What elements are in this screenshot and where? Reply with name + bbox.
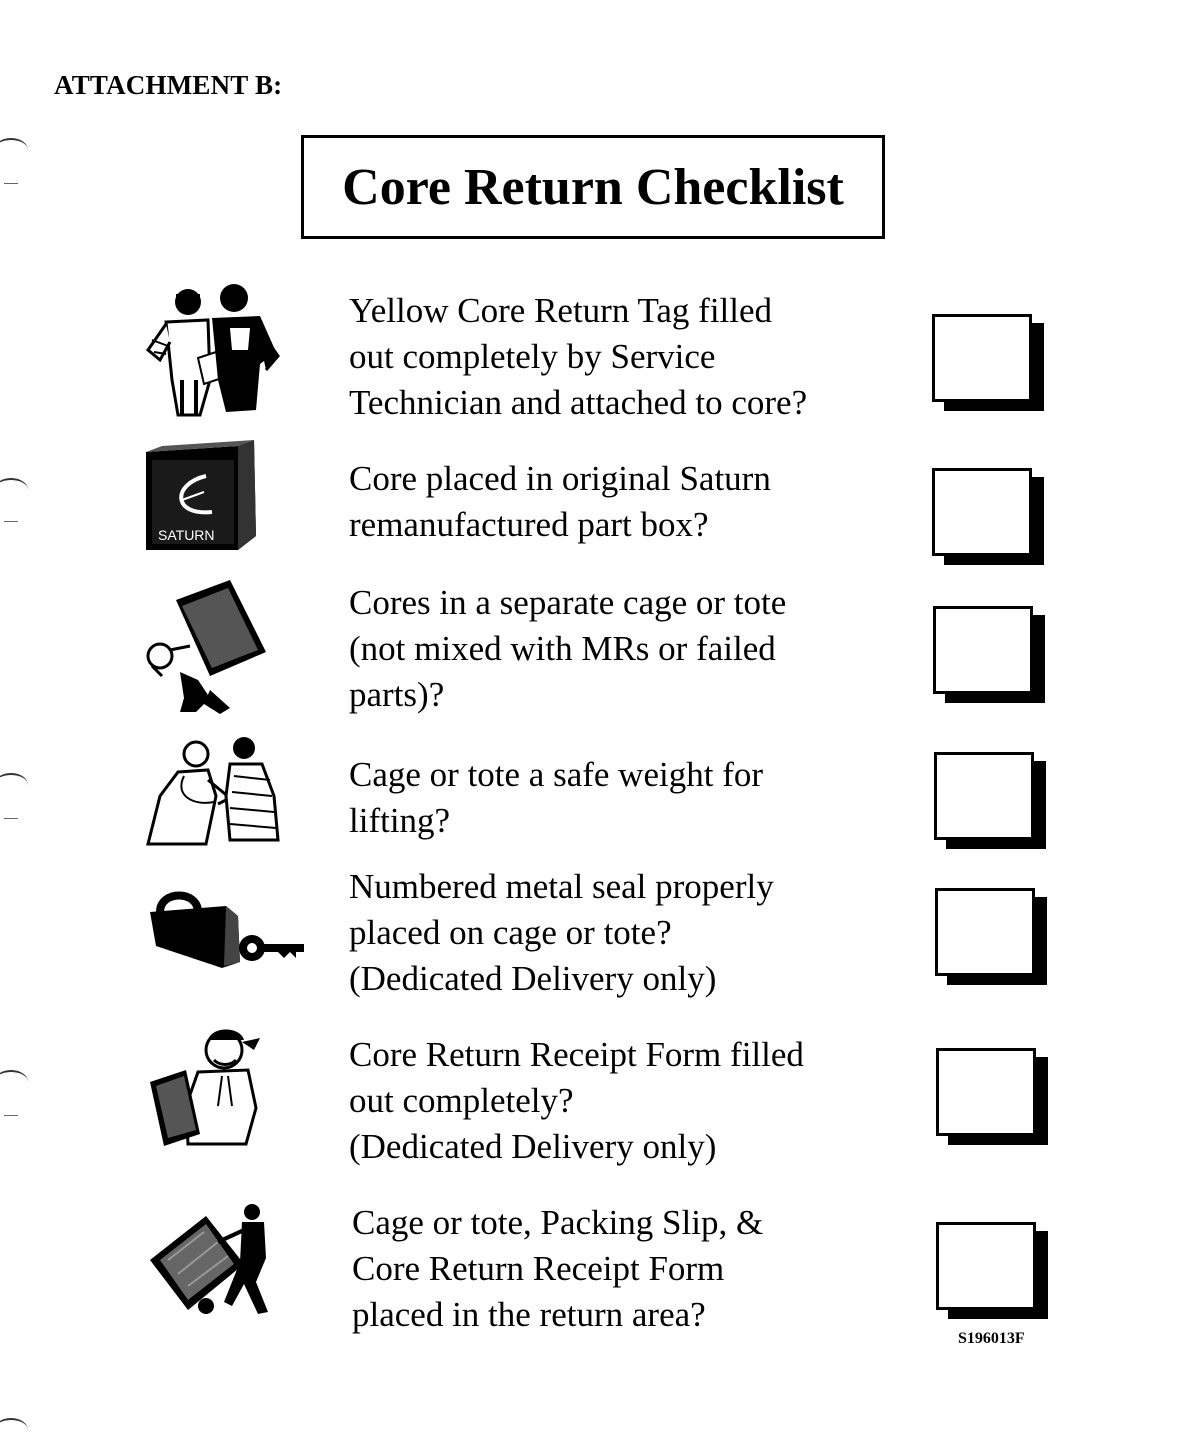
checklist-checkbox[interactable] [933,606,1033,694]
document-code: S196013F [958,1330,1025,1347]
checklist-item-text: Numbered metal seal properly placed on cage or tote? (Dedicated Delivery only) [349,867,774,998]
checklist-checkbox[interactable] [936,1222,1036,1310]
checklist-item-text: Cage or tote, Packing Slip, & Core Return Receipt Form placed in the return area? [352,1203,764,1334]
binder-hole-mark [0,1418,28,1442]
checklist-checkbox[interactable] [935,888,1035,976]
checklist-item-text: Core Return Receipt Form filled out completely? (Dedicated Delivery only) [349,1035,804,1166]
checklist-checkbox[interactable] [934,752,1034,840]
checklist-item-text: Cage or tote a safe weight for lifting? [349,755,764,840]
checklist-item-text: Core placed in original Saturn remanufactured part box? [349,459,771,544]
checklist-checkbox[interactable] [936,1048,1036,1136]
man-pushing-hand-truck-icon [148,1202,280,1323]
saturn-box-icon [142,440,260,557]
binder-hole-mark [0,1070,28,1094]
saturn-logo-text: SATURN [158,527,215,543]
binder-hole-mark [0,138,28,162]
checklist-checkbox[interactable] [932,468,1032,556]
page-title: Core Return Checklist [342,158,844,216]
man-carrying-box-icon [140,580,270,721]
padlock-and-key-icon [146,886,306,977]
binder-tick-mark [4,1115,18,1116]
checklist-item-text: Yellow Core Return Tag filled out completely by Service Technician and attached to core? [349,291,808,422]
checklist-checkbox[interactable] [932,314,1032,402]
binder-hole-mark [0,773,28,797]
attachment-label: ATTACHMENT B: [54,70,283,100]
title-box [301,135,885,239]
checklist-item-text: Cores in a separate cage or tote (not mixed with MRs or failed parts)? [349,583,787,714]
doctor-examining-back-icon [144,736,284,853]
binder-tick-mark [4,183,18,184]
two-men-reviewing-paper-icon [138,280,286,425]
binder-hole-mark [0,478,28,502]
binder-tick-mark [4,521,18,522]
binder-tick-mark [4,818,18,819]
man-with-clipboard-icon [148,1026,270,1157]
